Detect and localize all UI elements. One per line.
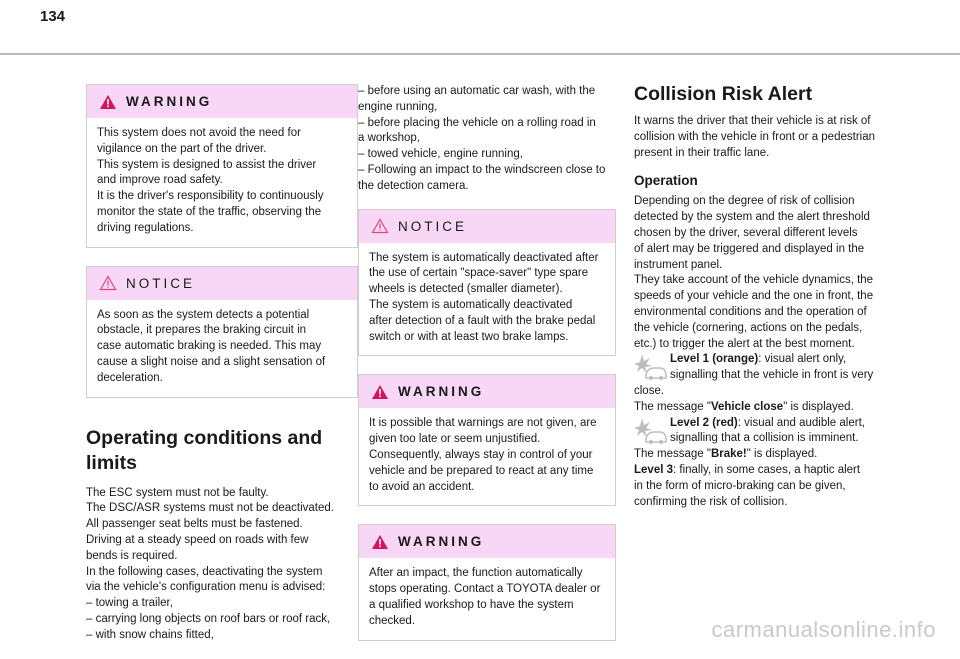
text-line: The DSC/ASR systems must not be deactivated.	[86, 502, 334, 515]
text-line: deceleration.	[97, 371, 163, 384]
text-line: All passenger seat belts must be fastened.	[86, 518, 303, 531]
text-line: In the following cases, deactivating the system	[86, 565, 323, 578]
text-line: a qualified workshop to have the system	[369, 598, 574, 611]
msg-bold: Brake!	[710, 448, 747, 461]
warning-body	[87, 118, 357, 247]
text-line: Driving at a steady speed on roads with few	[86, 533, 309, 546]
warning-box-2	[358, 374, 616, 506]
text-line: and improve road safety.	[97, 174, 223, 187]
msg-text: The message "	[634, 400, 711, 413]
text-line: As soon as the system detects a potential	[97, 308, 310, 321]
text-line: After an impact, the function automatically	[369, 567, 583, 580]
watermark-text: carmanualsonline.info	[711, 617, 936, 642]
text-line: obstacle, it prepares the braking circuit in	[97, 324, 307, 337]
text-line: collision with the vehicle in front or a pedestrian	[634, 130, 875, 143]
text-line: – towing a trailer,	[86, 597, 173, 610]
collision-alert-icon	[634, 352, 668, 382]
level-2-text: : visual and audible alert,	[737, 416, 865, 429]
text-line: speeds of your vehicle and the one in front, the	[634, 290, 874, 303]
operation-body	[634, 194, 884, 352]
page-number: 134	[40, 8, 66, 25]
text-line: etc.) to trigger the alert at the best moment.	[634, 337, 855, 350]
text-line: The ESC system must not be faulty.	[86, 486, 269, 499]
text-line: vehicle and be prepared to react at any time	[369, 464, 594, 477]
notice-title: NOTICE	[126, 275, 196, 291]
text-line: This system is designed to assist the driver	[97, 158, 317, 171]
text-line: in the form of micro-braking can be given,	[634, 479, 846, 492]
warning-triangle-icon	[371, 534, 389, 550]
text-line: signalling that a collision is imminent.	[670, 432, 859, 445]
text-line: – with snow chains fitted,	[86, 628, 214, 641]
header-rule	[0, 53, 960, 55]
warning-header	[359, 375, 615, 408]
text-line: The system is automatically deactivated after	[369, 251, 599, 264]
list-item: – before using an automatic car wash, with the	[358, 85, 596, 97]
subheading-operation: Operation	[634, 173, 698, 189]
list-item: – towed vehicle, engine running,	[358, 148, 523, 161]
section-heading-operating: Operating conditions and limits	[86, 426, 323, 474]
text-line: the use of certain "space-saver" type spare	[369, 267, 589, 280]
level-3-text: : finally, in some cases, a haptic alert	[673, 463, 861, 476]
level-1-line-1	[634, 352, 884, 368]
text-line: chosen by the driver, several different levels	[634, 226, 858, 239]
text-line: detected by the system and the alert threshold	[634, 211, 870, 224]
level-2-message	[634, 447, 884, 463]
warning-title: WARNING	[126, 94, 213, 109]
text-line: bends is required.	[86, 549, 178, 562]
text-line: of alert may be triggered and displayed in the	[634, 242, 865, 255]
warning-title: WARNING	[398, 384, 485, 400]
warning-header	[87, 85, 357, 118]
list-item: a workshop,	[358, 132, 421, 145]
list-item: the detection camera.	[358, 179, 469, 192]
level-3-label: Level 3	[634, 463, 673, 476]
text-line: checked.	[369, 614, 416, 627]
text-line: given too late or seem unjustified.	[369, 433, 541, 446]
text-line: This system does not avoid the need for	[97, 127, 301, 139]
text-line: It is possible that warnings are not given, are	[369, 417, 597, 430]
level-3-line-1	[634, 463, 884, 479]
text-line: case automatic braking is needed. This may	[97, 340, 322, 353]
notice-triangle-icon	[99, 275, 117, 291]
text-line: after detection of a fault with the brake pedal	[369, 314, 596, 327]
level-1-message	[634, 400, 884, 416]
level-1-text: : visual alert only,	[758, 353, 847, 366]
warning-box-3	[358, 524, 616, 640]
notice-body	[87, 300, 357, 397]
text-line: monitor the state of the traffic, observing the	[97, 205, 322, 218]
column-middle	[358, 84, 616, 659]
text-line: instrument panel.	[634, 258, 723, 271]
alert-level-3	[634, 463, 884, 510]
warning-box-1	[86, 84, 358, 248]
list-item: – before placing the vehicle on a rolling road in	[358, 116, 596, 129]
list-item: engine running,	[358, 100, 438, 113]
text-line: – carrying long objects on roof bars or roof rack,	[86, 612, 331, 625]
notice-triangle-icon	[371, 218, 389, 234]
msg-bold: Vehicle close	[710, 400, 784, 413]
msg-text: The message "	[634, 448, 711, 461]
text-line: to avoid an accident.	[369, 480, 475, 493]
text-line: switch or with at least two brake lamps.	[369, 330, 569, 343]
text-line: environmental conditions and the operation of	[634, 305, 867, 318]
text-line: present in their traffic lane.	[634, 146, 770, 159]
notice-header	[359, 210, 615, 243]
msg-text: " is displayed.	[746, 448, 818, 461]
text-line: It warns the driver that their vehicle is at risk of	[634, 115, 871, 127]
text-line: cause a slight noise and a slight sensation of	[97, 355, 326, 368]
text-line: It is the driver's responsibility to continuously	[97, 190, 324, 203]
text-line: They take account of the vehicle dynamics, the	[634, 274, 874, 287]
text-line: Consequently, always stay in control of your	[369, 448, 593, 461]
collision-alert-icon	[634, 416, 668, 446]
msg-text: " is displayed.	[783, 400, 854, 413]
notice-title: NOTICE	[398, 218, 468, 234]
notice-box-2	[358, 209, 616, 357]
text-line: the vehicle (cornering, actions on the pedals,	[634, 321, 863, 334]
text-line: confirming the risk of collision.	[634, 495, 788, 508]
warning-triangle-icon	[99, 94, 117, 110]
text-line: vigilance on the part of the driver.	[97, 142, 267, 155]
warning-body	[359, 558, 615, 639]
section-heading-collision: Collision Risk Alert	[634, 83, 813, 105]
notice-body	[359, 243, 615, 356]
operating-conditions-body	[86, 486, 358, 644]
column-left	[86, 84, 358, 644]
alert-level-1	[634, 352, 884, 415]
notice-box-1	[86, 266, 358, 398]
level-1-label: Level 1 (orange)	[670, 353, 759, 366]
level-2-label: Level 2 (red)	[670, 416, 738, 429]
text-line: driving regulations.	[97, 221, 194, 234]
notice-header	[87, 267, 357, 300]
text-line: close.	[634, 384, 665, 397]
text-line: via the vehicle's configuration menu is advised:	[86, 581, 326, 594]
text-line: Depending on the degree of risk of collision	[634, 195, 855, 208]
alert-level-2	[634, 416, 884, 463]
deactivation-list	[358, 84, 616, 195]
column-right	[634, 82, 884, 510]
warning-body	[359, 408, 615, 505]
warning-triangle-icon	[371, 384, 389, 400]
collision-intro	[634, 114, 884, 161]
text-line: The system is automatically deactivated	[369, 298, 573, 311]
warning-title: WARNING	[398, 534, 485, 550]
text-line: stops operating. Contact a TOYOTA dealer or	[369, 583, 601, 596]
list-item: – Following an impact to the windscreen close to	[358, 163, 606, 176]
warning-header	[359, 525, 615, 558]
text-line: signalling that the vehicle in front is very	[670, 369, 874, 382]
text-line: wheels is detected (smaller diameter).	[369, 283, 563, 296]
level-2-line-1	[634, 416, 884, 432]
